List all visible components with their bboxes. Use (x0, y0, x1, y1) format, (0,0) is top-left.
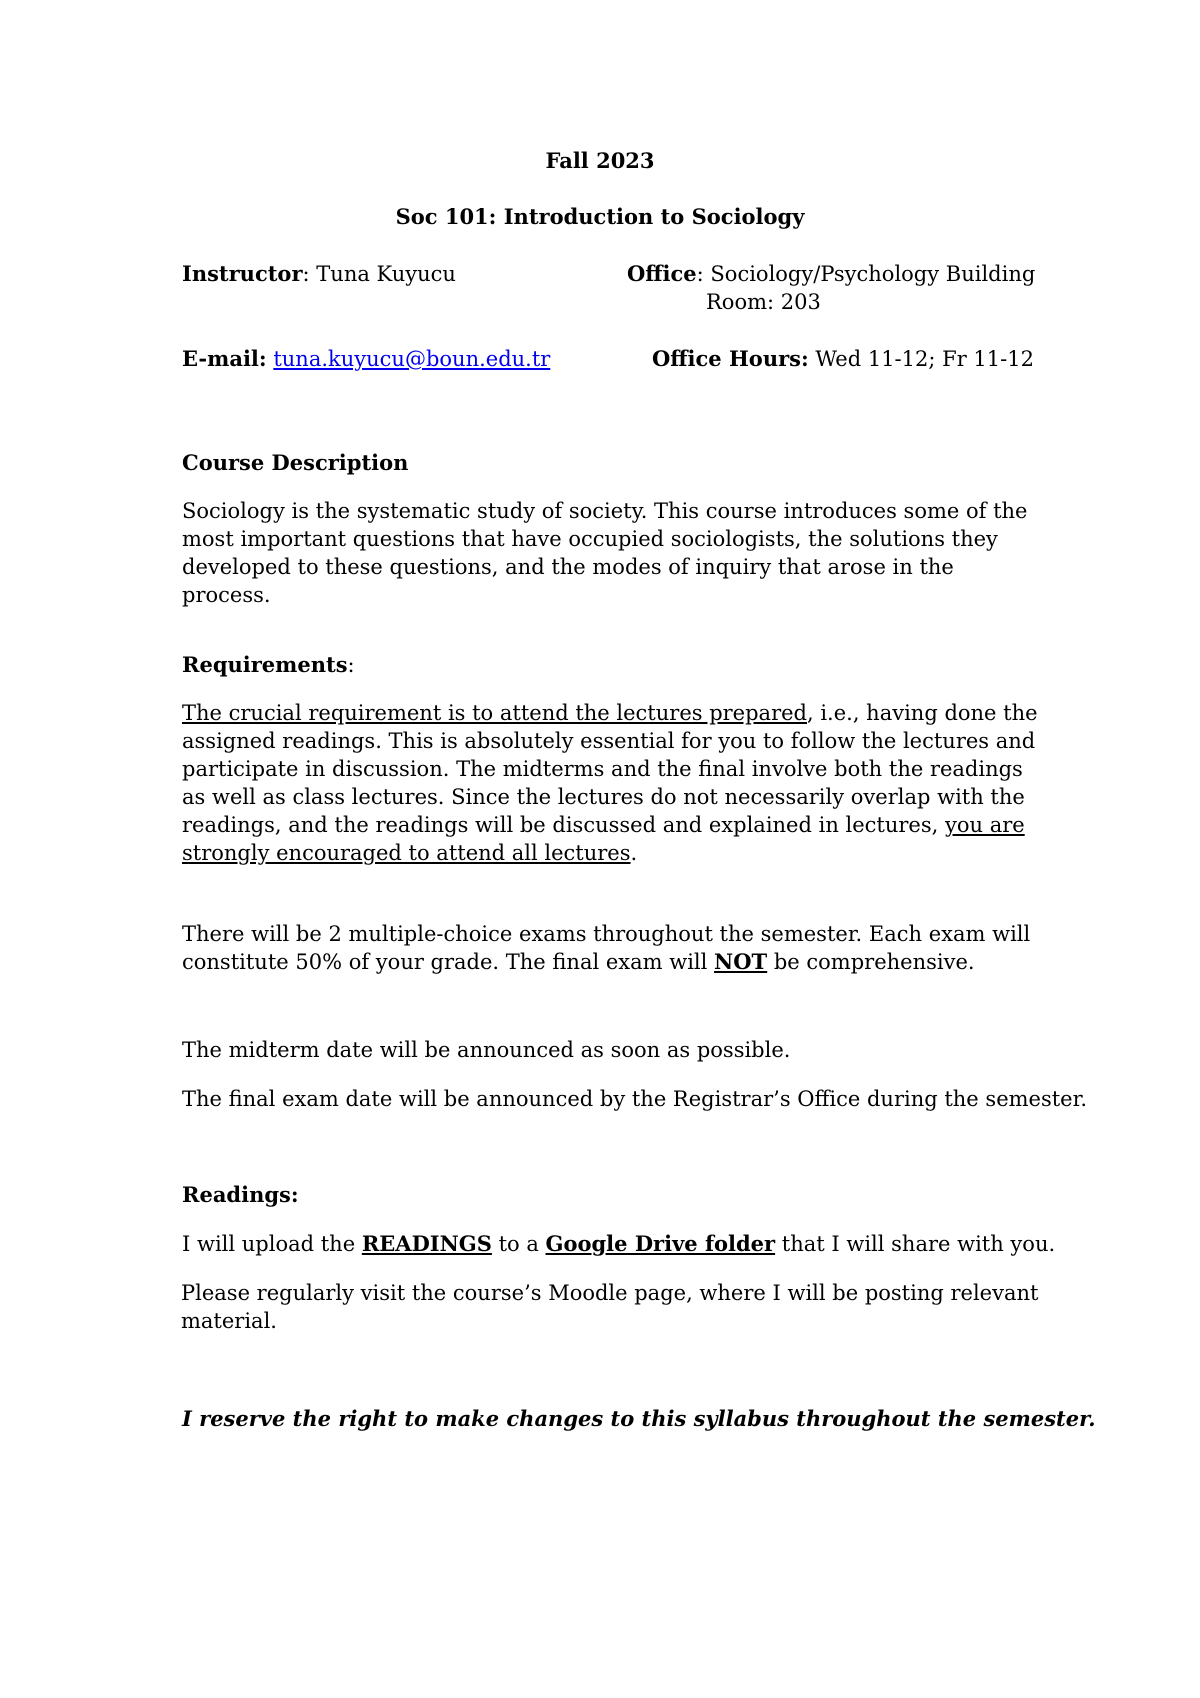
email-line (182, 345, 550, 373)
course-description-heading: Course Description (182, 450, 409, 475)
requirements-paragraph-1 (182, 699, 1042, 867)
email-link[interactable]: tuna.kuyucu@boun.edu.tr (273, 347, 551, 371)
requirements-p2-start: There will be 2 multiple-choice exams throughout the semester. Each exam will constitute 50% of your grade. The final exam will (182, 922, 1031, 974)
email-label: E-mail: (182, 346, 267, 371)
instructor-name: Tuna Kuyucu (316, 262, 456, 286)
office-hours-label: Office Hours: (652, 346, 809, 371)
moodle-note: Please regularly visit the course’s Moodle page, where I will be posting relevant material. (181, 1281, 1039, 1333)
requirements-p1-end: . (630, 841, 638, 865)
midterm-date-note: The midterm date will be announced as soon as possible. (182, 1038, 791, 1062)
instructor-line (182, 260, 456, 288)
requirements-p2-end: be comprehensive. (767, 950, 975, 974)
instructor-label: Instructor (182, 261, 303, 286)
term-heading: Fall 2023 (545, 148, 655, 173)
readings-p1-end: that I will share with you. (775, 1232, 1056, 1256)
readings-emphasis: READINGS (361, 1231, 492, 1256)
crucial-requirement-text: The crucial requirement is to attend the lectures prepared (182, 701, 807, 725)
requirements-heading (182, 651, 355, 679)
course-description-body: Sociology is the systematic study of society. This course introduces some of the most important questions that have occupied sociologists, the solutions they developed to these questions, and the modes of inquiry that arose in the process. (182, 499, 1028, 607)
instructor-sep: : (302, 262, 317, 286)
course-title: Soc 101: Introduction to Sociology (395, 204, 805, 229)
readings-p1-start: I will upload the (182, 1232, 362, 1256)
readings-heading: Readings: (182, 1182, 299, 1207)
office-label: Office (627, 261, 697, 286)
requirements-heading-colon: : (347, 653, 355, 677)
readings-paragraph-1 (182, 1230, 1055, 1258)
requirements-paragraph-2 (182, 920, 1042, 976)
requirements-p1-middle: , i.e., having done the assigned readings. This is absolutely essential for you to follow the lectures and participate in discussion. The midterms and the final involve both the readings as well as class lectures. Since the lectures do not necessarily overlap with the readings, and the readings will be discussed and explained in lectures, (182, 701, 1038, 837)
office-hours-value: Wed 11-12; Fr 11-12 (815, 347, 1034, 371)
final-exam-date-note: The final exam date will be announced by the Registrar’s Office during the semester. (182, 1087, 1088, 1111)
syllabus-disclaimer: I reserve the right to make changes to this syllabus throughout the semester. (182, 1406, 1096, 1431)
office-sep: : (696, 262, 711, 286)
encouraged-text: you are strongly encouraged to attend all lectures (182, 813, 1025, 865)
office-building: Sociology/Psychology Building (710, 262, 1036, 286)
google-drive-folder: Google Drive folder (545, 1231, 776, 1256)
office-hours-line (652, 345, 1034, 373)
office-room: Room: 203 (706, 290, 821, 314)
office-line (627, 260, 1035, 288)
readings-p1-mid: to a (491, 1232, 546, 1256)
not-emphasis: NOT (714, 949, 768, 974)
requirements-heading-text: Requirements (182, 652, 348, 677)
